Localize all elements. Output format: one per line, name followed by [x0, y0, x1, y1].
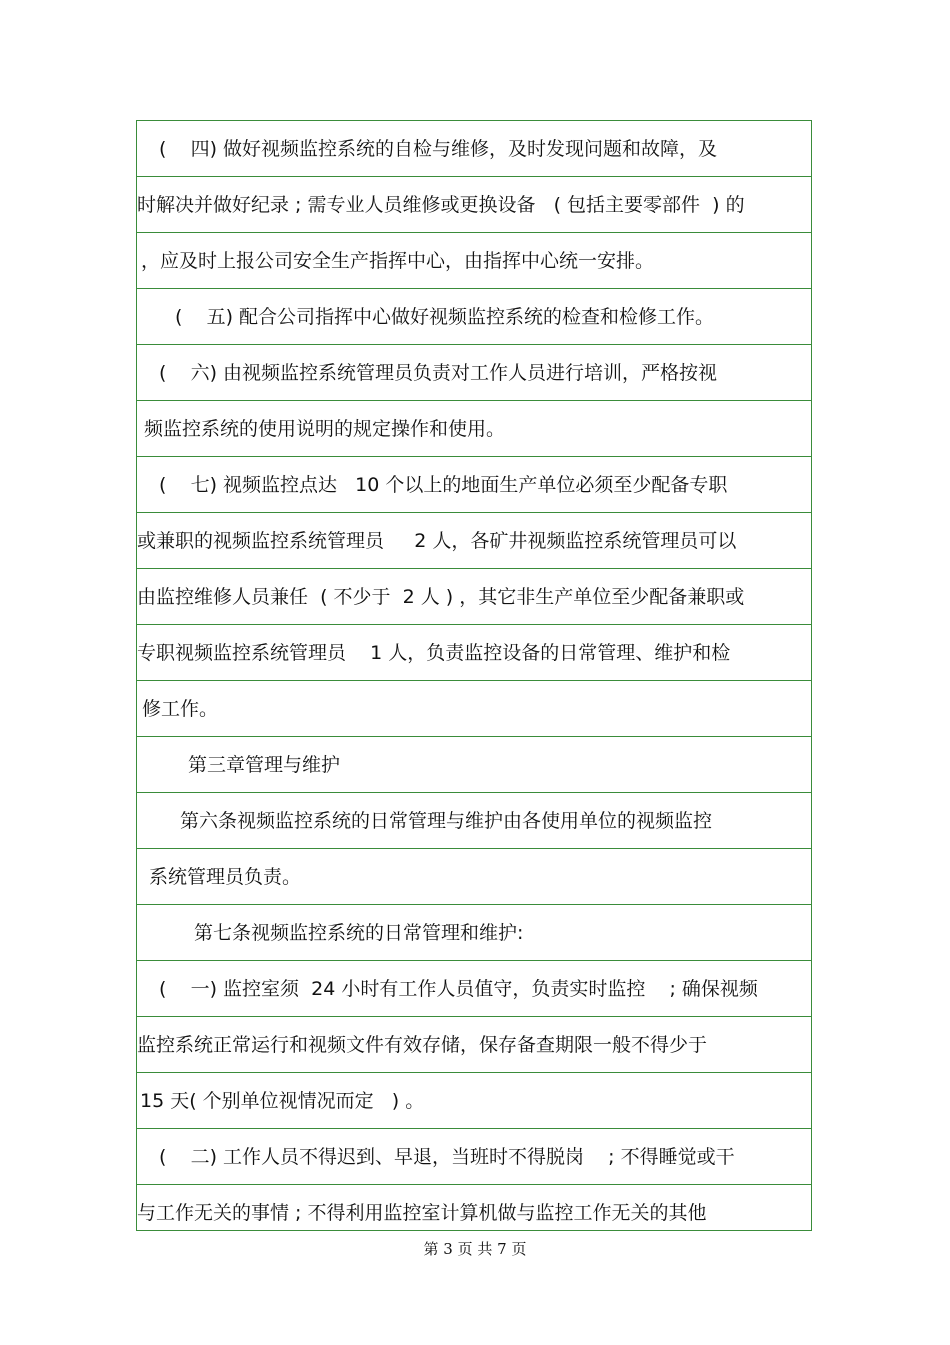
text-line: ，应及时上报公司安全生产指挥中心，由指挥中心统一安排。 — [141, 250, 655, 272]
table-row — [137, 569, 811, 625]
table-row — [137, 1017, 811, 1073]
text-line: ( 五) 配合公司指挥中心做好视频监控系统的检查和检修工作。 — [175, 306, 715, 328]
chapter-heading: 第三章管理与维护 — [188, 754, 341, 776]
text-line: ( 二) 工作人员不得迟到、早退，当班时不得脱岗 ; 不得睡觉或干 — [159, 1146, 735, 1168]
text-line: 专职视频监控系统管理员 1 人，负责监控设备的日常管理、维护和检 — [137, 642, 731, 664]
table-row — [137, 681, 811, 737]
table-row — [137, 513, 811, 569]
text-line: 监控系统正常运行和视频文件有效存储，保存备查期限一般不得少于 — [137, 1034, 708, 1056]
table-row — [137, 905, 811, 961]
table-row — [137, 401, 811, 457]
text-line: 或兼职的视频监控系统管理员 2 人，各矿井视频监控系统管理员可以 — [137, 530, 737, 552]
table-row — [137, 289, 811, 345]
text-line: 第七条视频监控系统的日常管理和维护: — [194, 922, 524, 944]
document-table — [136, 120, 812, 1231]
text-line: ( 六) 由视频监控系统管理员负责对工作人员进行培训，严格按视 — [159, 362, 718, 384]
text-line: 第六条视频监控系统的日常管理与维护由各使用单位的视频监控 — [180, 810, 713, 832]
text-line: 15 天( 个别单位视情况而定 ) 。 — [140, 1090, 425, 1112]
table-row — [137, 849, 811, 905]
page-number-footer: 第 3 页 共 7 页 — [423, 1240, 527, 1258]
table-row — [137, 121, 811, 177]
text-line: 时解决并做好纪录 ; 需专业人员维修或更换设备 ( 包括主要零部件 ) 的 — [137, 194, 745, 216]
table-row — [137, 961, 811, 1017]
table-row — [137, 345, 811, 401]
text-line: 系统管理员负责。 — [149, 866, 302, 888]
text-line: 频监控系统的使用说明的规定操作和使用。 — [144, 418, 506, 440]
table-row — [137, 177, 811, 233]
text-line: 修工作。 — [142, 698, 219, 720]
text-line: 由监控维修人员兼任 ( 不少于 2 人 ) ，其它非生产单位至少配备兼职或 — [137, 586, 745, 608]
table-row — [137, 737, 811, 793]
table-row — [137, 1129, 811, 1185]
text-line: 与工作无关的事情 ; 不得利用监控室计算机做与监控工作无关的其他 — [137, 1202, 707, 1224]
table-row — [137, 793, 811, 849]
table-row — [137, 1073, 811, 1129]
table-row — [137, 457, 811, 513]
table-row — [137, 1185, 811, 1230]
text-line: ( 四) 做好视频监控系统的自检与维修，及时发现问题和故障，及 — [159, 138, 718, 160]
table-row — [137, 233, 811, 289]
text-line: ( 一) 监控室须 24 小时有工作人员值守，负责实时监控 ; 确保视频 — [159, 978, 758, 1000]
text-line: ( 七) 视频监控点达 10 个以上的地面生产单位必须至少配备专职 — [159, 474, 728, 496]
table-row — [137, 625, 811, 681]
